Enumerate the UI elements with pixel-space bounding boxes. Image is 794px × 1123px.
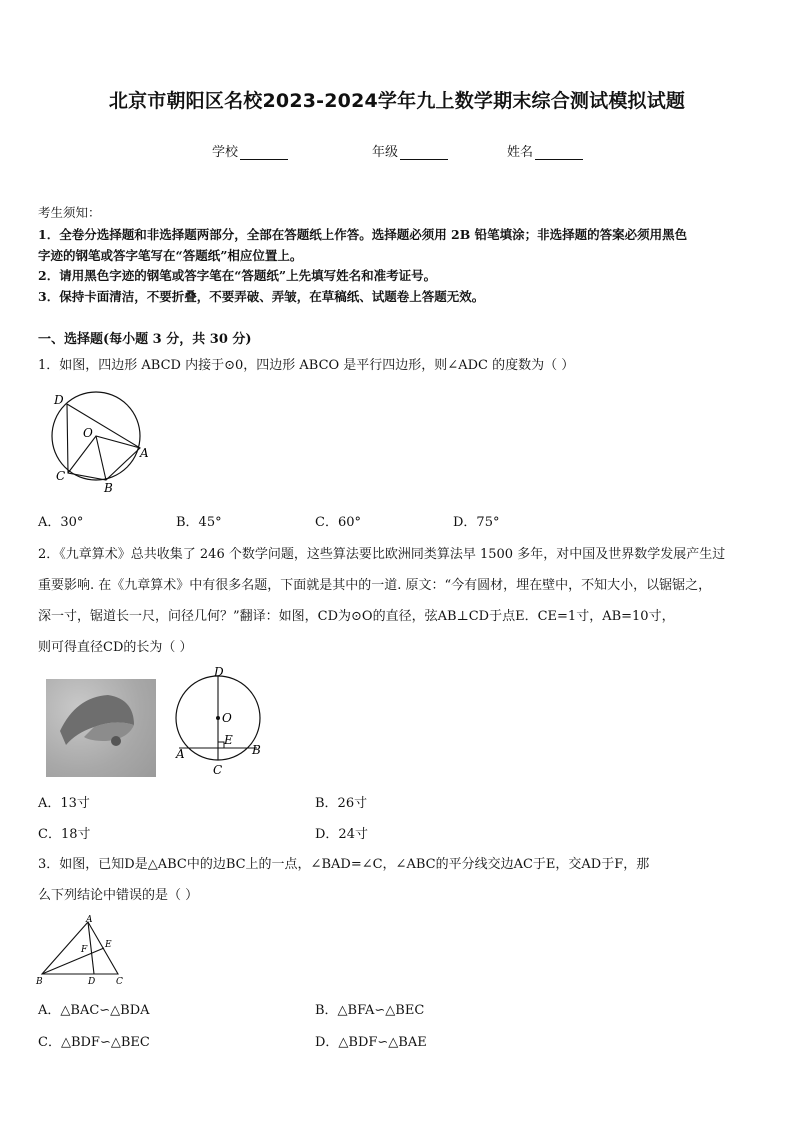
school-label: 学校	[212, 145, 239, 160]
q1-option-d[interactable]: D．75°	[453, 515, 500, 530]
name-blank	[535, 146, 583, 160]
notice-line-1: 1．全卷分选择题和非选择题两部分，全部在答题纸上作答。选择题必须用 2B 铅笔填涂；非选择题的答案必须用黑色	[38, 227, 688, 242]
q2-line-4: 则可得直径CD的长为（ ）	[38, 640, 193, 655]
q3-label-b: B	[36, 977, 43, 986]
q1-option-b[interactable]: B．45°	[176, 515, 222, 530]
q3-label-e: E	[105, 940, 112, 950]
q2-wood-photo	[46, 679, 156, 777]
q2-line-1: 2．《九章算术》总共收集了 246 个数学问题，这些算法要比欧洲同类算法早 1500 多年，对中国及世界数学发展产生过	[38, 547, 726, 562]
q2-label-o: O	[222, 711, 232, 725]
q2-option-b[interactable]: B．26寸	[315, 796, 368, 811]
notice-line-4: 3．保持卡面清洁，不要折叠，不要弄破、弄皱，在草稿纸、试题卷上答题无效。	[38, 289, 485, 304]
q1-figure	[34, 388, 164, 498]
q2-line-3: 深一寸，锯道长一尺，问径几何？”翻译：如图，CD为⊙O的直径，弦AB⊥CD于点E．CE=1寸，AB=10寸，	[38, 609, 675, 624]
q1-option-c[interactable]: C．60°	[315, 515, 361, 530]
q3-figure	[34, 914, 128, 986]
q3-option-b[interactable]: B．△BFA∽△BEC	[315, 1003, 425, 1018]
q2-label-b: B	[252, 743, 261, 757]
grade-label: 年级	[372, 145, 399, 160]
notice-line-2: 字迹的钢笔或答字笔写在“答题纸”相应位置上。	[38, 248, 303, 263]
q1-option-a[interactable]: A．30°	[38, 515, 84, 530]
q1-label-b: B	[104, 481, 113, 495]
q2-label-a: A	[176, 747, 185, 761]
page-title: 北京市朝阳区名校2023-2024学年九上数学期末综合测试模拟试题	[108, 90, 686, 112]
q3-line-1: 3．如图，已知D是△ABC中的边BC上的一点，∠BAD=∠C，∠ABC的平分线交边AC于E，交AD于F，那	[38, 857, 650, 872]
q3-label-d: D	[88, 977, 96, 986]
q1-label-d: D	[54, 393, 64, 407]
q1-label-o: O	[83, 426, 93, 440]
q1-stem: 1．如图，四边形 ABCD 内接于⊙0，四边形 ABCO 是平行四边形，则∠ADC 的度数为（ ）	[38, 358, 575, 373]
q2-line-2: 重要影响. 在《九章算术》中有很多名题，下面就是其中的一道. 原文：“今有圆材，埋在壁中，不知大小，以锯锯之，	[38, 578, 712, 593]
q2-option-d[interactable]: D．24寸	[315, 827, 368, 842]
notice-line-3: 2．请用黑色字迹的钢笔或答字笔在“答题纸”上先填写姓名和准考证号。	[38, 268, 437, 283]
q2-label-d: D	[214, 665, 224, 679]
q3-label-c: C	[116, 977, 123, 986]
q3-label-a: A	[86, 915, 93, 925]
notice-heading: 考生须知：	[38, 205, 101, 220]
q2-figure	[168, 664, 268, 782]
section-1-heading: 一、选择题(每小题 3 分，共 30 分)	[38, 332, 252, 347]
q3-line-2: 么下列结论中错误的是（ ）	[38, 888, 199, 903]
name-field	[507, 141, 583, 160]
grade-blank	[400, 146, 448, 160]
school-blank	[240, 146, 288, 160]
q2-label-c: C	[213, 763, 223, 777]
q2-option-c[interactable]: C．18寸	[38, 827, 91, 842]
q2-option-a[interactable]: A．13寸	[38, 796, 90, 811]
q1-label-c: C	[56, 469, 66, 483]
q3-option-c[interactable]: C．△BDF∽△BEC	[38, 1035, 150, 1050]
name-label: 姓名	[507, 145, 534, 160]
q2-label-e: E	[224, 733, 233, 747]
q3-option-d[interactable]: D．△BDF∽△BAE	[315, 1035, 427, 1050]
q3-option-a[interactable]: A．△BAC∽△BDA	[38, 1003, 150, 1018]
q3-label-f: F	[81, 945, 88, 955]
q1-label-a: A	[140, 446, 149, 460]
grade-field	[372, 141, 448, 160]
school-field	[212, 141, 288, 160]
